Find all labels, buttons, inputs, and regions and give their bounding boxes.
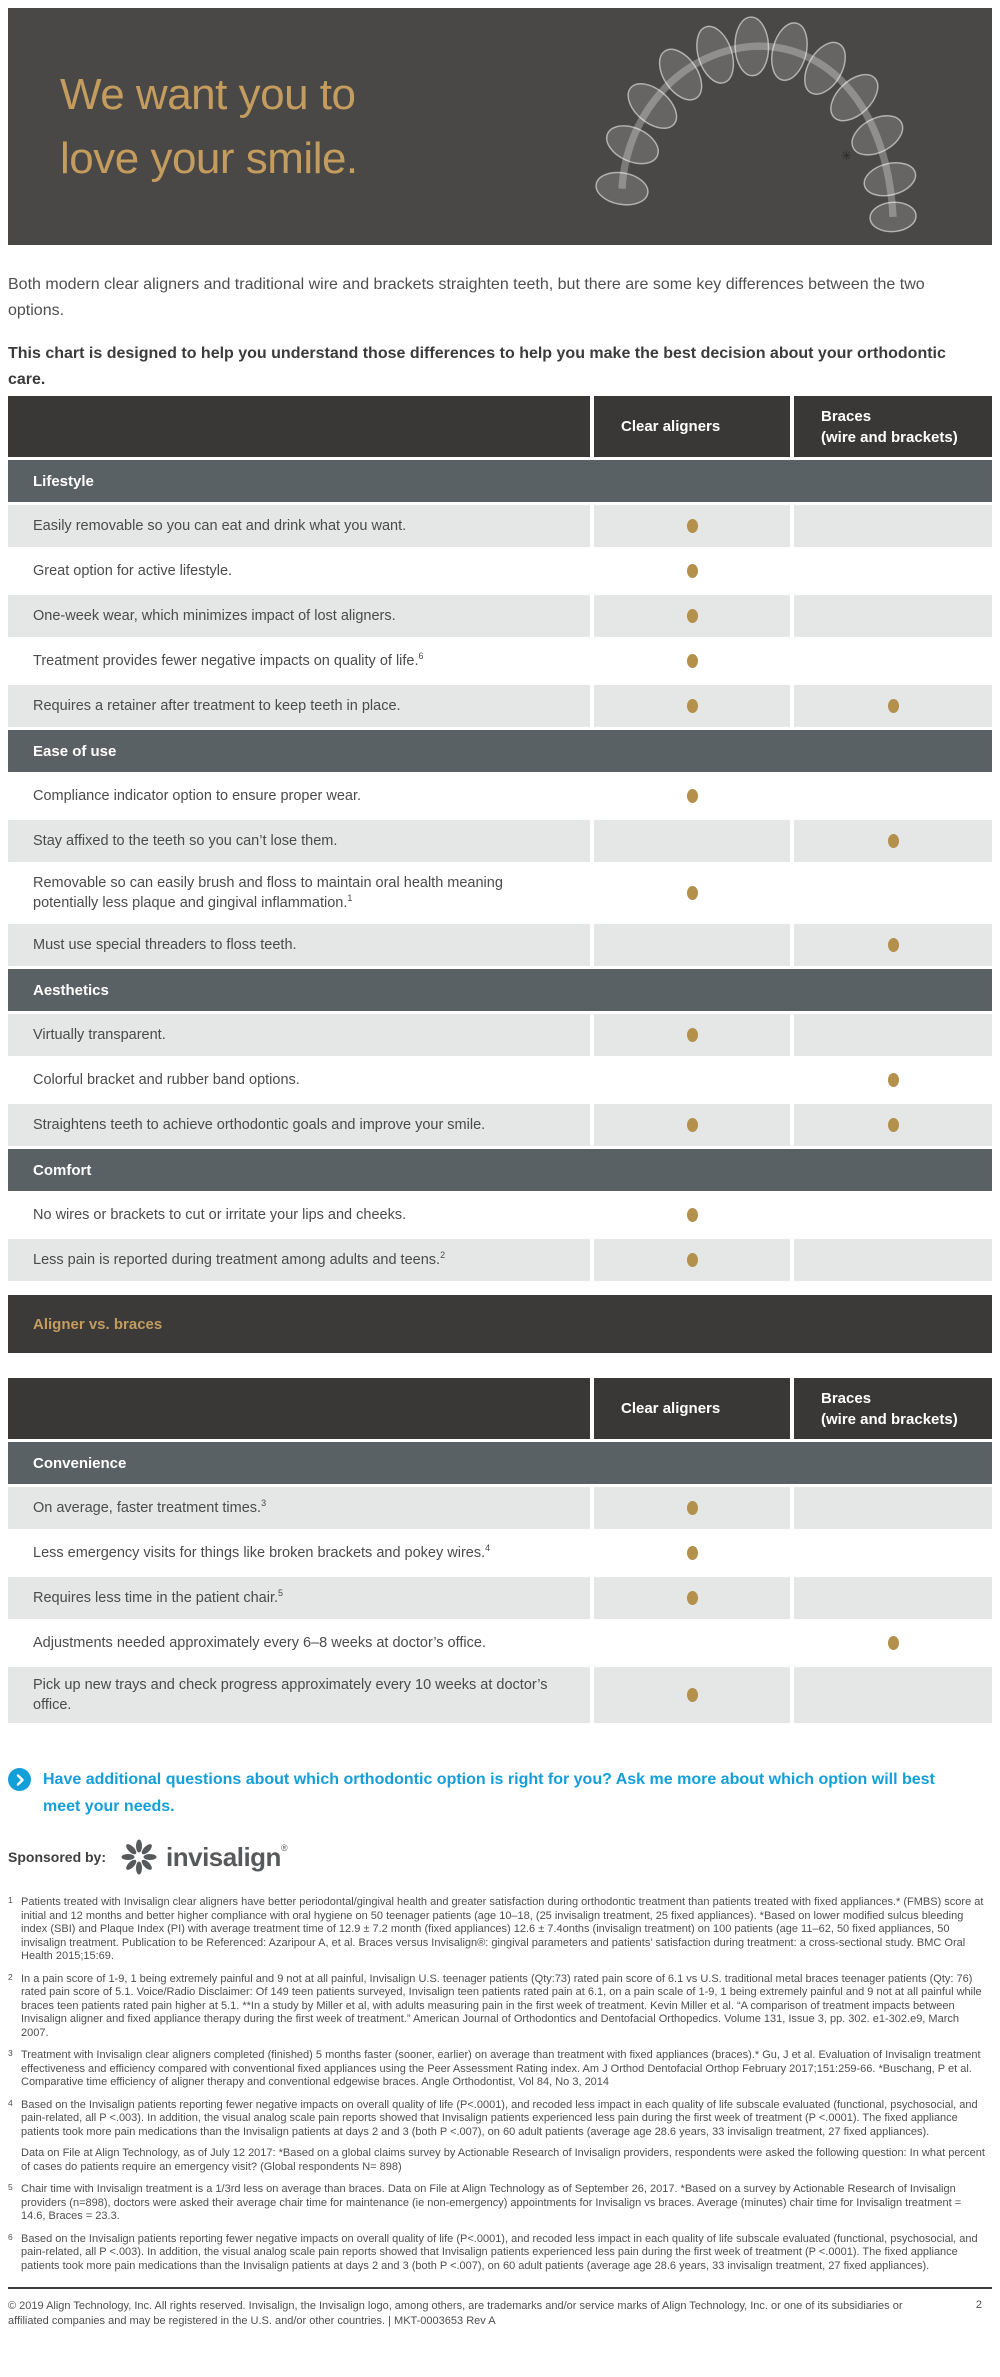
clear-aligners-cell	[594, 595, 790, 637]
braces-cell	[794, 1194, 992, 1236]
hero-title-line2: love your smile.	[60, 133, 358, 183]
check-dot	[687, 1591, 698, 1605]
check-dot	[888, 1636, 899, 1650]
check-dot	[687, 654, 698, 668]
table-row: Easily removable so you can eat and drink what you want.	[8, 505, 992, 547]
clear-aligners-cell	[594, 865, 790, 921]
clear-aligners-cell	[594, 1487, 790, 1529]
table-row: Less emergency visits for things like broken brackets and pokey wires.$^4$	[8, 1532, 992, 1574]
table-row: Less pain is reported during treatment among adults and teens.$^2$	[8, 1239, 992, 1281]
clear-aligners-cell	[594, 775, 790, 817]
braces-cell	[794, 1532, 992, 1574]
clear-aligners-cell	[594, 685, 790, 727]
table-row: One-week wear, which minimizes impact of lost aligners.	[8, 595, 992, 637]
table-row: Compliance indicator option to ensure proper wear.	[8, 775, 992, 817]
braces-cell	[794, 1014, 992, 1056]
check-dot	[687, 789, 698, 803]
clear-aligners-cell	[594, 550, 790, 592]
clear-aligners-cell	[594, 1239, 790, 1281]
table-row: Removable so can easily brush and floss to maintain oral health meaning potentially less plaque and gingival inflammation.$^1$	[8, 865, 992, 921]
clear-aligners-cell	[594, 1667, 790, 1723]
table-row: Stay affixed to the teeth so you can’t lose them.	[8, 820, 992, 862]
section-bar-comfort: Comfort	[8, 1149, 992, 1191]
section-bar-lifestyle: Lifestyle	[8, 460, 992, 502]
header-braces: Braces (wire and brackets)	[794, 1378, 992, 1439]
invisalign-wordmark: invisalign	[166, 1841, 281, 1872]
header-clear-aligners: Clear aligners	[594, 396, 790, 457]
braces-cell	[794, 924, 992, 966]
invisalign-starburst-icon	[120, 1838, 158, 1876]
check-dot	[687, 609, 698, 623]
braces-cell	[794, 1622, 992, 1664]
clear-aligners-cell	[594, 924, 790, 966]
braces-cell	[794, 1487, 992, 1529]
braces-cell	[794, 1104, 992, 1146]
compliance-indicator-dot: ✳	[840, 148, 853, 164]
table-row: No wires or brackets to cut or irritate your lips and cheeks.	[8, 1194, 992, 1236]
flyer-page	[0, 8, 1000, 2377]
comparison-table-2	[8, 1378, 992, 1723]
check-dot	[687, 1546, 698, 1560]
table-row: Requires less time in the patient chair.$^5$	[8, 1577, 992, 1619]
sponsor-row	[8, 1838, 992, 1876]
table-row: Straightens teeth to achieve orthodontic goals and improve your smile.	[8, 1104, 992, 1146]
clear-aligner-image	[577, 16, 937, 241]
clear-aligners-cell	[594, 820, 790, 862]
table-row: Colorful bracket and rubber band options.	[8, 1059, 992, 1101]
footer-divider	[8, 2287, 992, 2289]
comparison-table-1	[8, 396, 992, 1281]
check-dot	[888, 1118, 899, 1132]
sponsored-by-label: Sponsored by:	[8, 1849, 107, 1865]
aligner-vs-braces-banner: Aligner vs. braces	[8, 1295, 992, 1353]
braces-cell	[794, 1059, 992, 1101]
intro-emphasis: This chart is designed to help you understand those differences to help you make the best decision about your orthodontic care.	[8, 345, 946, 388]
braces-cell	[794, 1577, 992, 1619]
footnote-continued: Data on File at Align Technology, as of July 12 2017: *Based on a global claims survey by Actionable Research of Invisalign providers, respondents were asked the following question: In what percent of cases do patients require an emergency visit? (Global respondents N= 898)	[21, 2147, 985, 2173]
header-empty-cell	[8, 1378, 590, 1439]
hero-banner	[8, 8, 992, 245]
page-number: 2	[975, 2299, 982, 2311]
clear-aligners-cell	[594, 640, 790, 682]
clear-aligners-cell	[594, 1059, 790, 1101]
hero-title	[60, 63, 358, 191]
header-empty-cell	[8, 396, 590, 457]
clear-aligners-cell	[594, 1577, 790, 1619]
braces-cell	[794, 1239, 992, 1281]
check-dot	[687, 699, 698, 713]
braces-cell	[794, 640, 992, 682]
footnote: 6 Based on the Invisalign patients reporting fewer negative impacts on overall quality of life (P<.0001), and recoded less impact in each quality of life subscale evaluated (functional, psychosocial, and pain-related, all P <.003). In addition, the visual analog scale pain reports showed that Invisalign patients experienced less pain during the first week of treatment (P <.0001). The fixed appliance patients took more pain medications than the Invisalign patients at days 2 and 3 (both P <.007), on 60 adult patients (average age 28.6 years, 33 invisalign treatment, 27 fixed appliances).	[8, 2231, 978, 2272]
check-dot	[687, 1501, 698, 1515]
cta-text: Have additional questions about which orthodontic option is right for you? Ask me more about which option will best meet your needs.	[43, 1771, 935, 1815]
clear-aligners-cell	[594, 505, 790, 547]
invisalign-logo: invisalign ®	[120, 1838, 288, 1876]
table-row: On average, faster treatment times.$^3$	[8, 1487, 992, 1529]
check-dot	[687, 1028, 698, 1042]
braces-cell	[794, 865, 992, 921]
check-dot	[888, 1073, 899, 1087]
check-dot	[888, 834, 899, 848]
table-row: Must use special threaders to floss teeth.	[8, 924, 992, 966]
footnotes	[8, 1896, 992, 2273]
footnote: 3 Treatment with Invisalign clear aligners completed (finished) 5 months faster (sooner, earlier) on average than treatment with fixed appliances (braces).* Gu, J et al. Evaluation of Invisalign treatment effectiveness and efficiency compared with conventional fixed appliances using the Peer Assessment Rating index. Am J Orthod Dentofacial Orthop February 2017;151:259-66. *Buschang, P et al. Comparative time efficiency of aligner therapy and conventional edgewise braces. Angle Orthodontist, Vol 84, No 3, 2014	[8, 2048, 981, 2088]
intro-paragraph: Both modern clear aligners and traditional wire and brackets straighten teeth, but there are some key differences between the two options.	[8, 276, 925, 319]
footnote: 2 In a pain score of 1-9, 1 being extremely painful and 9 not at all painful, Invisalign U.S. teenager patients (Qty:73) rated pain score of 6.1 vs U.S. traditional metal braces teenager patients (Qty: 76) rated pain score of 5.1. Voice/Radio Disclaimer: Of 149 teen patients surveyed, Invisalign teen patients rated pain at 6.1, on a pain scale of 1-9, 1 being extremely painful and 9 not at all painful while braces teen patients rated pain higher at 5.1. **In a study by Miller et al, with adults measuring pain in the first week of treatment. Kevin Miller et al. “A comparison of treatment impacts between Invisalign aligner and fixed appliance therapy during the first week of treatment.” American Journal of Orthodontics and Dentofacial Orthopedics. Volume 131, Issue 3, pp. 302. e1-302.e9, March 2007.	[8, 1971, 982, 2039]
footnote: 5 Chair time with Invisalign treatment is a 1/3rd less on average than braces. Data on File at Align Technology as of September 26, 2017. *Based on a survey by Actionable Research of Invisalign providers (n=898), doctors were asked their average chair time for maintenance (ie non-emergency) appointments for Invisalign vs braces. Average (minutes) chair time for Invisalign treatment = 14.6, Braces = 23.3.	[8, 2182, 962, 2222]
copyright-text: © 2019 Align Technology, Inc. All rights reserved. Invisalign, the Invisalign logo, among others, are trademarks and/or service marks of Align Technology, Inc. or one of its subsidiaries or affiliated companies and may be registered in the U.S. and/or other countries. | MKT-0003653 Rev A	[8, 2300, 903, 2327]
footer	[8, 2299, 992, 2329]
check-dot	[687, 1688, 698, 1702]
braces-cell	[794, 775, 992, 817]
clear-aligners-cell	[594, 1104, 790, 1146]
braces-cell	[794, 550, 992, 592]
clear-aligners-cell	[594, 1532, 790, 1574]
check-dot	[687, 519, 698, 533]
clear-aligners-cell	[594, 1194, 790, 1236]
section-bar-convenience: Convenience	[8, 1442, 992, 1484]
section-bar-ease-of-use: Ease of use	[8, 730, 992, 772]
table-row: Requires a retainer after treatment to keep teeth in place.	[8, 685, 992, 727]
check-dot	[687, 1208, 698, 1222]
footnote: 1 Patients treated with Invisalign clear aligners have better periodontal/gingival health and greater satisfaction during orthodontic treatment than patients treated with fixed appliances.* (FMBS) score at initial and 12 months and better higher compliance with oral hygiene on 50 teenager patients (age 10–18, (25 invisalign treatment, 25 fixed appliances). *Based on lower modified sulcus bleeding index (SBI) and Plaque Index (PI) with average treatment time of 12.9 ± 7.2 month (fixed appliances) 12.6 ± 7.4onths (invisalign treatment) on 100 patients (age 11–62, 50 fixed appliances, 50 invisalign treatment. Publication to be Referenced: Azaripour A, et al. Braces versus Invisalign®: gingival parameters and patients’ satisfaction during treatment: a cross-sectional study. BMC Oral Health 2015;15:69.	[8, 1895, 984, 1962]
clear-aligners-cell	[594, 1014, 790, 1056]
footnote: 4 Based on the Invisalign patients reporting fewer negative impacts on overall quality of life (P<.0001), and recoded less impact in each quality of life subscale evaluated (functional, psychosocial, and pain-related, all P <.003). In addition, the visual analog scale pain reports showed that Invisalign patients experienced less pain during the first week of treatment (P <.0001). The fixed appliance patients took more pain medications than the Invisalign patients at days 2 and 3 (both P <.007), on 60 adult patients (average age 28.6 years, 33 invisalign treatment, 27 fixed appliances). Data on File at Align Technology, as of July 12 2017: *Based on a global claims survey by Actionable Research of Invisalign providers, respondents were asked the following question: In what percent of cases do patients require an emergency visit? (Global respondents N= 898)	[8, 2097, 985, 2173]
section-bar-aesthetics: Aesthetics	[8, 969, 992, 1011]
hero-title-line1: We want you to	[60, 69, 356, 119]
table-row: Great option for active lifestyle.	[8, 550, 992, 592]
table-row: Virtually transparent.	[8, 1014, 992, 1056]
header-braces: Braces (wire and brackets)	[794, 396, 992, 457]
check-dot	[687, 564, 698, 578]
braces-cell	[794, 685, 992, 727]
header-clear-aligners: Clear aligners	[594, 1378, 790, 1439]
check-dot	[687, 1253, 698, 1267]
check-dot	[687, 1118, 698, 1132]
table-row: Adjustments needed approximately every 6–8 weeks at doctor’s office.	[8, 1622, 992, 1664]
braces-cell	[794, 595, 992, 637]
table-header	[8, 1378, 992, 1439]
check-dot	[888, 938, 899, 952]
table-row: Treatment provides fewer negative impacts on quality of life.$^6$	[8, 640, 992, 682]
clear-aligners-cell	[594, 1622, 790, 1664]
braces-cell	[794, 1667, 992, 1723]
table-row: Pick up new trays and check progress approximately every 10 weeks at doctor’s office.	[8, 1667, 992, 1723]
braces-cell	[794, 820, 992, 862]
check-dot	[888, 699, 899, 713]
cta-callout	[8, 1766, 992, 1820]
check-dot	[687, 886, 698, 900]
arrow-circle-icon	[8, 1768, 31, 1791]
braces-cell	[794, 505, 992, 547]
table-header	[8, 396, 992, 457]
